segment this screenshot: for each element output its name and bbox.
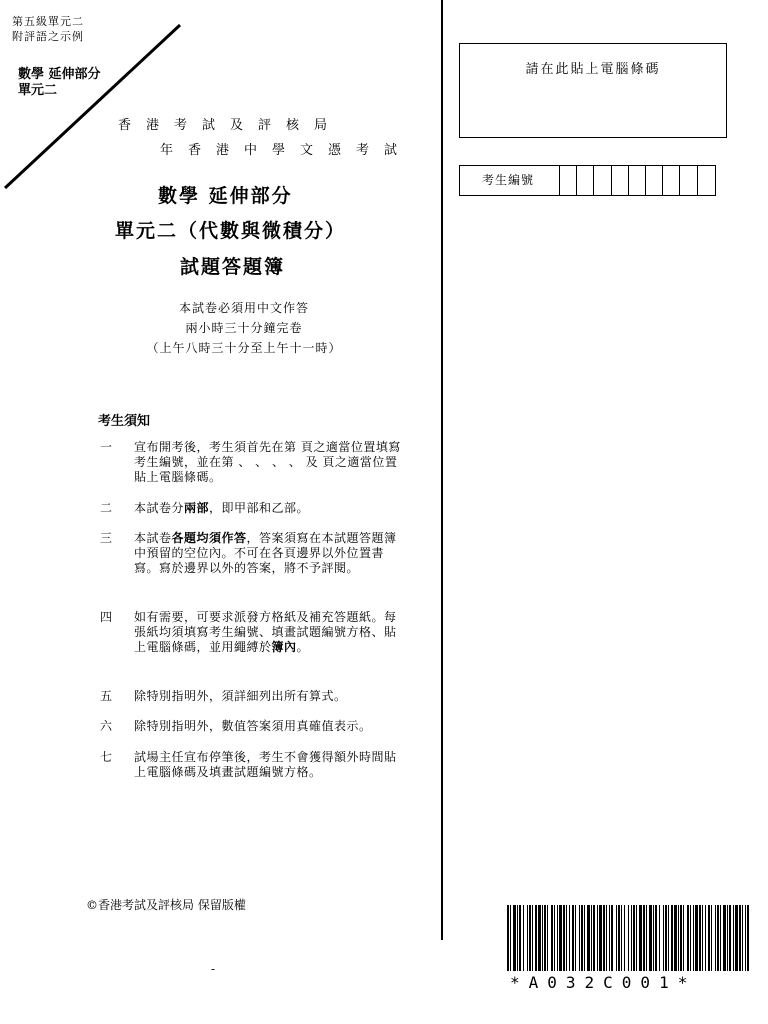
note-emphasis: 各題均須作答 xyxy=(171,531,247,545)
candidate-number-cell[interactable] xyxy=(612,166,629,195)
candidate-number-label: 考生編號 xyxy=(460,166,560,195)
barcode-bar xyxy=(557,905,558,971)
barcode-bar xyxy=(729,905,731,971)
barcode-bar xyxy=(653,905,654,971)
barcode-bar xyxy=(559,905,562,971)
barcode-bar xyxy=(699,905,701,971)
barcode-bar xyxy=(599,905,602,971)
authority-name: 香港考試及評核局 xyxy=(118,118,343,133)
note-text xyxy=(134,501,406,516)
note-number: 一 xyxy=(100,440,113,454)
paper-title-booklet: 試題答題簿 xyxy=(180,256,286,278)
note-number: 二 xyxy=(100,501,113,515)
barcode-bar xyxy=(687,905,689,971)
barcode-sticker-area[interactable] xyxy=(459,43,727,138)
candidate-number-cells xyxy=(560,166,715,195)
corner-subject-line2: 單元二 xyxy=(18,83,58,98)
candidate-number-cell[interactable] xyxy=(698,166,715,195)
barcode-bar xyxy=(575,905,576,971)
note-emphasis: 簿內 xyxy=(271,640,297,654)
barcode-bar xyxy=(529,905,531,971)
note-text-run: ，答案須寫在本試題答題簿中預留的空位內。不可在各頁邊界以外位置書寫。寫於邊界以外的答案，將不予評閱。 xyxy=(134,531,397,575)
barcode-bar xyxy=(646,905,647,971)
copyright-notice: ©香港考試及評核局 保留版權 xyxy=(86,898,246,912)
note-item xyxy=(100,501,420,517)
barcode-bar xyxy=(532,905,533,971)
corner-note-line2: 附評語之示例 xyxy=(12,30,84,43)
barcode-bar xyxy=(720,905,721,971)
barcode-bar xyxy=(628,905,629,971)
barcode-bar xyxy=(649,905,652,971)
barcode-bar xyxy=(659,905,660,971)
barcode-bar xyxy=(678,905,679,971)
corner-note-line1: 第五級單元二 xyxy=(12,15,84,28)
barcode-bar xyxy=(663,905,664,971)
barcode-bar xyxy=(636,905,637,971)
barcode-bar xyxy=(527,905,528,971)
barcode-bar xyxy=(715,905,716,971)
barcode-bar xyxy=(693,905,694,971)
barcode-bar xyxy=(708,905,710,971)
barcode-bar xyxy=(742,905,743,971)
barcode-bar xyxy=(624,905,625,971)
candidate-number-cell[interactable] xyxy=(629,166,646,195)
candidate-number-field[interactable] xyxy=(459,165,716,196)
barcode-bar xyxy=(717,905,719,971)
diagonal-strike-line xyxy=(0,0,200,200)
barcode-bar xyxy=(643,905,645,971)
barcode-bar xyxy=(579,905,580,971)
barcode-bar xyxy=(668,905,669,971)
barcode-bar xyxy=(621,905,622,971)
candidate-number-cell[interactable] xyxy=(560,166,577,195)
barcode-image xyxy=(507,905,749,975)
barcode-bar xyxy=(616,905,617,971)
note-text-run: ，即甲部和乙部。 xyxy=(209,501,310,515)
barcode-bar xyxy=(554,905,555,971)
duration-instruction: 兩小時三十分鐘完卷 xyxy=(185,321,303,335)
barcode-bar xyxy=(655,905,657,971)
note-item xyxy=(100,531,420,595)
barcode-bar xyxy=(609,905,610,971)
barcode-bar xyxy=(523,905,524,971)
barcode-bar xyxy=(566,905,567,971)
barcode-bar xyxy=(587,905,590,971)
barcode-bar xyxy=(510,905,511,971)
note-item xyxy=(100,689,420,705)
note-text-run: 除特別指明外，須詳細列出所有算式。 xyxy=(134,689,347,703)
barcode-bar xyxy=(683,905,684,971)
barcode-bar xyxy=(695,905,698,971)
barcode-bar xyxy=(739,905,741,971)
barcode-bar xyxy=(507,905,509,971)
note-item xyxy=(100,610,420,674)
barcode-bar xyxy=(611,905,613,971)
notes-heading: 考生須知 xyxy=(98,414,151,429)
barcode-bar xyxy=(733,905,734,971)
note-text-run: 除特別指明外，數值答案須用真確值表示。 xyxy=(134,719,372,733)
candidate-number-cell[interactable] xyxy=(680,166,697,195)
note-number: 七 xyxy=(100,750,113,764)
barcode-bar xyxy=(542,905,543,971)
exam-name: 年香港中學文憑考試 xyxy=(160,143,413,158)
note-number: 六 xyxy=(100,719,113,733)
barcode-bar xyxy=(727,905,728,971)
candidate-number-cell[interactable] xyxy=(577,166,594,195)
barcode-bar xyxy=(674,905,677,971)
language-instruction: 本試卷必須用中文作答 xyxy=(178,301,309,315)
barcode-bar xyxy=(633,905,635,971)
barcode-bar xyxy=(572,905,574,971)
note-text xyxy=(134,440,406,485)
barcode-bar xyxy=(711,905,712,971)
note-number: 四 xyxy=(100,610,113,624)
barcode-bar xyxy=(584,905,585,971)
barcode-bar xyxy=(593,905,595,971)
barcode-bar xyxy=(702,905,703,971)
barcode-bar xyxy=(631,905,632,971)
barcode-bar xyxy=(591,905,592,971)
barcode-bar xyxy=(671,905,673,971)
note-number: 三 xyxy=(100,531,113,545)
note-text-run: 本試卷分 xyxy=(134,501,185,515)
note-text xyxy=(134,610,406,655)
note-text-run: 。 xyxy=(296,640,310,654)
note-item xyxy=(100,719,420,735)
note-number: 五 xyxy=(100,689,113,703)
barcode-bar xyxy=(544,905,546,971)
note-item xyxy=(100,750,420,782)
barcode-bar xyxy=(597,905,598,971)
barcode-bar xyxy=(639,905,642,971)
barcode-bar xyxy=(747,905,749,971)
page-mark: - xyxy=(211,962,216,976)
note-text-run: 宣布開考後，考生須首先在第 頁之適當位置填寫考生編號，並在第 、 、 、 、 及 頁之適當位置貼上電腦條碼。 xyxy=(134,440,401,484)
candidate-number-cell[interactable] xyxy=(646,166,663,195)
time-instruction: （上午八時三十分至上午十一時） xyxy=(146,341,342,355)
note-text xyxy=(134,719,406,734)
note-emphasis: 兩部 xyxy=(184,501,210,515)
barcode-number: *A032C001* xyxy=(510,973,697,992)
barcode-bar xyxy=(665,905,667,971)
barcode-bar xyxy=(606,905,607,971)
barcode-bar xyxy=(513,905,516,971)
barcode-bar xyxy=(517,905,518,971)
note-text xyxy=(134,531,406,576)
note-text-run: 試場主任宣布停筆後，考生不會獲得額外時間貼上電腦條碼及填畫試題編號方格。 xyxy=(134,750,397,779)
barcode-bar xyxy=(547,905,548,971)
barcode-bar xyxy=(745,905,746,971)
barcode-bar xyxy=(551,905,553,971)
barcode-bar xyxy=(569,905,570,971)
barcode-bar xyxy=(581,905,583,971)
note-text-run: 如有需要，可要求派發方格紙及補充答題紙。每張紙均須填寫考生編號、填畫試題編號方格、貼上電腦條碼，並用繩縛於 xyxy=(134,610,397,654)
barcode-bar xyxy=(735,905,738,971)
barcode-sticker-label: 請在此貼上電腦條碼 xyxy=(525,62,661,77)
barcode-bar xyxy=(563,905,565,971)
barcode-bar xyxy=(535,905,537,971)
column-divider xyxy=(441,0,443,940)
candidate-number-cell[interactable] xyxy=(663,166,680,195)
candidate-number-cell[interactable] xyxy=(594,166,611,195)
note-text xyxy=(134,689,406,704)
note-item xyxy=(100,440,420,488)
barcode-bar xyxy=(680,905,682,971)
barcode-bar xyxy=(538,905,541,971)
paper-title-module: 單元二（代數與微積分） xyxy=(115,220,347,242)
barcode-bar xyxy=(618,905,620,971)
barcode-bar xyxy=(705,905,706,971)
paper-title-subject: 數學 延伸部分 xyxy=(158,185,293,207)
note-text-run: 本試卷 xyxy=(134,531,172,545)
note-text xyxy=(134,750,406,780)
barcode-bar xyxy=(723,905,726,971)
barcode-bar xyxy=(519,905,521,971)
corner-subject-line1: 數學 延伸部分 xyxy=(18,67,101,82)
barcode-bar xyxy=(603,905,605,971)
barcode-bar xyxy=(690,905,691,971)
